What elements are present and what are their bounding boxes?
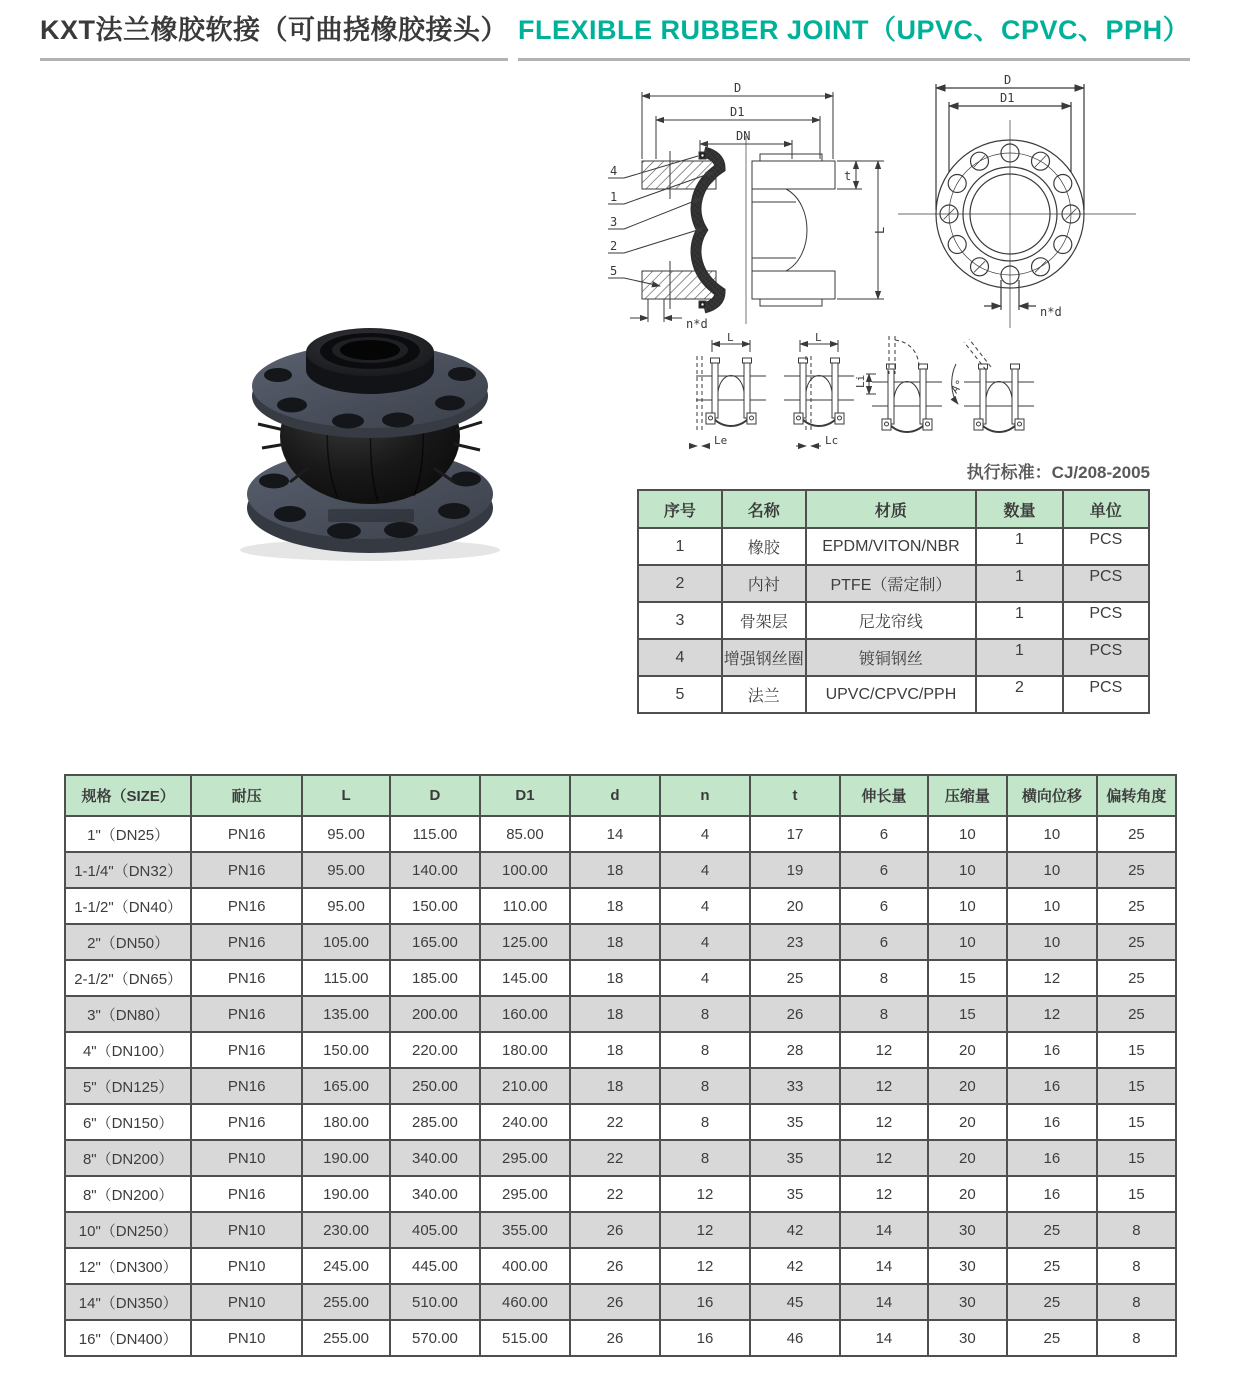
table-cell: 190.00 (302, 1140, 390, 1176)
table-cell: 25 (1007, 1212, 1097, 1248)
column-header: 压缩量 (928, 775, 1007, 816)
table-cell: 16 (1007, 1068, 1097, 1104)
parts-table (637, 489, 1150, 714)
table-cell: 45 (750, 1284, 840, 1320)
motion-label-Le: Le (714, 434, 728, 447)
table-cell: 20 (928, 1176, 1007, 1212)
table-row (638, 676, 1149, 713)
table-row (65, 1104, 1176, 1140)
table-cell: 165.00 (390, 924, 480, 960)
table-cell: 6"（DN150） (65, 1104, 191, 1140)
column-header: d (570, 775, 660, 816)
part-label-4: 4 (610, 164, 618, 178)
table-cell: 8 (840, 996, 928, 1032)
table-cell: PN16 (191, 1032, 302, 1068)
table-cell: 22 (570, 1176, 660, 1212)
table-cell: 510.00 (390, 1284, 480, 1320)
table-cell: 18 (570, 1068, 660, 1104)
spec-table (64, 774, 1177, 1357)
table-cell: 180.00 (480, 1032, 570, 1068)
motion-diagrams (688, 332, 1040, 462)
table-cell: 20 (928, 1140, 1007, 1176)
table-cell: 8 (1097, 1248, 1176, 1284)
column-header: 序号 (638, 490, 722, 528)
table-cell: 515.00 (480, 1320, 570, 1356)
motion-label-Li: Li (854, 374, 867, 388)
table-cell: 10 (928, 852, 1007, 888)
column-header: D1 (480, 775, 570, 816)
table-cell: 12 (1007, 996, 1097, 1032)
table-cell: 165.00 (302, 1068, 390, 1104)
table-cell: 25 (1097, 852, 1176, 888)
table-cell: 14 (840, 1320, 928, 1356)
page-title-english: FLEXIBLE RUBBER JOINT（UPVC、CPVC、PPH） (518, 8, 1190, 61)
table-cell: 1 (976, 602, 1062, 639)
table-cell: 12 (660, 1212, 750, 1248)
column-header: t (750, 775, 840, 816)
table-row (65, 996, 1176, 1032)
table-cell: 20 (928, 1068, 1007, 1104)
table-cell: PCS (1063, 676, 1149, 713)
table-cell: PCS (1063, 565, 1149, 602)
table-cell: 115.00 (390, 816, 480, 852)
table-cell: PN16 (191, 960, 302, 996)
table-cell: 14 (840, 1248, 928, 1284)
table-row (65, 816, 1176, 852)
dim-label-D1: D1 (730, 105, 745, 119)
table-cell: PN16 (191, 1068, 302, 1104)
table-cell: 10 (1007, 852, 1097, 888)
table-row (638, 639, 1149, 676)
table-cell: 25 (1007, 1284, 1097, 1320)
part-label-1: 1 (610, 190, 618, 204)
table-row (65, 888, 1176, 924)
table-cell: 6 (840, 888, 928, 924)
column-header: n (660, 775, 750, 816)
table-cell: EPDM/VITON/NBR (806, 528, 977, 565)
spec_table-header-row (65, 775, 1176, 816)
table-cell: 3"（DN80） (65, 996, 191, 1032)
column-header: 数量 (976, 490, 1062, 528)
table-cell: 110.00 (480, 888, 570, 924)
dim-label-t: t (844, 169, 852, 183)
table-cell: 5 (638, 676, 722, 713)
table-cell: PCS (1063, 528, 1149, 565)
table-cell: 25 (1097, 888, 1176, 924)
column-header: 规格（SIZE） (65, 775, 191, 816)
table-cell: 8 (660, 996, 750, 1032)
table-row (65, 1068, 1176, 1104)
table-cell: 26 (570, 1284, 660, 1320)
table-cell: 4 (660, 924, 750, 960)
table-cell: 1 (976, 565, 1062, 602)
table-cell: 18 (570, 1032, 660, 1068)
table-cell: 95.00 (302, 852, 390, 888)
table-cell: 445.00 (390, 1248, 480, 1284)
column-header: 材质 (806, 490, 977, 528)
table-cell: PN16 (191, 816, 302, 852)
table-cell: 245.00 (302, 1248, 390, 1284)
table-row (65, 960, 1176, 996)
table-cell: 28 (750, 1032, 840, 1068)
table-row (638, 565, 1149, 602)
part-label-3: 3 (610, 215, 618, 229)
table-cell: 33 (750, 1068, 840, 1104)
page-header (40, 8, 1200, 61)
cross-section-drawing (600, 76, 900, 336)
table-cell: 4 (660, 816, 750, 852)
column-header: 横向位移 (1007, 775, 1097, 816)
table-cell: 105.00 (302, 924, 390, 960)
table-cell: 15 (928, 960, 1007, 996)
table-cell: 6 (840, 924, 928, 960)
table-cell: 46 (750, 1320, 840, 1356)
table-cell: PN10 (191, 1248, 302, 1284)
table-cell: 4 (660, 888, 750, 924)
table-row (638, 528, 1149, 565)
part-label-5: 5 (610, 264, 618, 278)
table-cell: 8 (840, 960, 928, 996)
dim-label-D1: D1 (1000, 91, 1015, 105)
table-cell: 3 (638, 602, 722, 639)
table-cell: 15 (928, 996, 1007, 1032)
table-cell: 1-1/4"（DN32） (65, 852, 191, 888)
table-cell: 30 (928, 1248, 1007, 1284)
table-cell: 增强钢丝圈 (722, 639, 806, 676)
table-cell: PN10 (191, 1320, 302, 1356)
table-cell: 2"（DN50） (65, 924, 191, 960)
table-cell: 22 (570, 1104, 660, 1140)
table-cell: 1 (638, 528, 722, 565)
table-cell: 8 (1097, 1212, 1176, 1248)
table-cell: 25 (1097, 996, 1176, 1032)
table-cell: 22 (570, 1140, 660, 1176)
table-cell: PN10 (191, 1140, 302, 1176)
table-cell: 95.00 (302, 816, 390, 852)
table-cell: 185.00 (390, 960, 480, 996)
table-cell: 12 (840, 1032, 928, 1068)
table-cell: 8 (660, 1140, 750, 1176)
table-cell: 15 (1097, 1176, 1176, 1212)
table-cell: 16 (660, 1284, 750, 1320)
table-cell: 30 (928, 1284, 1007, 1320)
table-cell: 26 (750, 996, 840, 1032)
table-cell: 4"（DN100） (65, 1032, 191, 1068)
table-cell: 1 (976, 639, 1062, 676)
table-cell: 镀铜钢丝 (806, 639, 977, 676)
column-header: 偏转角度 (1097, 775, 1176, 816)
table-cell: 15 (1097, 1140, 1176, 1176)
table-cell: 17 (750, 816, 840, 852)
column-header: 耐压 (191, 775, 302, 816)
front-view-drawing (892, 72, 1188, 334)
table-cell: 10"（DN250） (65, 1212, 191, 1248)
table-cell: 骨架层 (722, 602, 806, 639)
table-cell: PN16 (191, 924, 302, 960)
table-row (65, 1248, 1176, 1284)
table-cell: 255.00 (302, 1320, 390, 1356)
table-cell: PTFE（需定制） (806, 565, 977, 602)
table-cell: 12 (660, 1248, 750, 1284)
dim-label-D: D (734, 81, 742, 95)
table-cell: 12 (1007, 960, 1097, 996)
table-cell: 12 (840, 1176, 928, 1212)
motion-label-Lc: Lc (825, 434, 839, 447)
table-cell: 180.00 (302, 1104, 390, 1140)
table-cell: 460.00 (480, 1284, 570, 1320)
table-cell: 340.00 (390, 1176, 480, 1212)
page-title-chinese: KXT法兰橡胶软接（可曲挠橡胶接头） (40, 8, 508, 61)
table-cell: 6 (840, 852, 928, 888)
table-cell: 230.00 (302, 1212, 390, 1248)
column-header: 名称 (722, 490, 806, 528)
table-cell: 355.00 (480, 1212, 570, 1248)
table-cell: 250.00 (390, 1068, 480, 1104)
motion-label-L2: L (815, 332, 822, 344)
table-row (65, 1032, 1176, 1068)
part-label-2: 2 (610, 239, 618, 253)
table-cell: 25 (1097, 924, 1176, 960)
table-row (638, 602, 1149, 639)
table-cell: 20 (928, 1104, 1007, 1140)
table-cell: 5"（DN125） (65, 1068, 191, 1104)
table-cell: 140.00 (390, 852, 480, 888)
table-cell: 19 (750, 852, 840, 888)
table-cell: 8 (1097, 1320, 1176, 1356)
table-cell: 95.00 (302, 888, 390, 924)
table-cell: 150.00 (390, 888, 480, 924)
column-header: 单位 (1063, 490, 1149, 528)
table-cell: 12"（DN300） (65, 1248, 191, 1284)
table-row (65, 1320, 1176, 1356)
table-cell: 23 (750, 924, 840, 960)
table-cell: 15 (1097, 1032, 1176, 1068)
table-cell: 220.00 (390, 1032, 480, 1068)
table-cell: 570.00 (390, 1320, 480, 1356)
table-cell: 10 (928, 924, 1007, 960)
parts_table-header-row (638, 490, 1149, 528)
table-cell: 尼龙帘线 (806, 602, 977, 639)
dim-label-nd: n*d (1040, 305, 1062, 319)
table-cell: 4 (660, 852, 750, 888)
table-cell: 14 (840, 1284, 928, 1320)
table-row (65, 924, 1176, 960)
table-cell: 405.00 (390, 1212, 480, 1248)
table-cell: 12 (660, 1176, 750, 1212)
table-cell: 20 (928, 1032, 1007, 1068)
table-cell: 25 (1007, 1248, 1097, 1284)
table-cell: 16 (660, 1320, 750, 1356)
table-cell: 橡胶 (722, 528, 806, 565)
table-cell: 1-1/2"（DN40） (65, 888, 191, 924)
table-cell: 16"（DN400） (65, 1320, 191, 1356)
motion-label-A: A° (948, 377, 967, 396)
table-row (65, 1284, 1176, 1320)
table-cell: 210.00 (480, 1068, 570, 1104)
column-header: L (302, 775, 390, 816)
table-cell: 8 (660, 1068, 750, 1104)
table-row (65, 1212, 1176, 1248)
table-row (65, 1176, 1176, 1212)
table-cell: 2-1/2"（DN65） (65, 960, 191, 996)
table-cell: 8"（DN200） (65, 1140, 191, 1176)
table-cell: 30 (928, 1320, 1007, 1356)
table-cell: 100.00 (480, 852, 570, 888)
dim-label-L: L (873, 226, 887, 234)
table-cell: 4 (660, 960, 750, 996)
table-cell: 240.00 (480, 1104, 570, 1140)
table-cell: 8 (1097, 1284, 1176, 1320)
table-cell: 160.00 (480, 996, 570, 1032)
table-cell: 8 (660, 1104, 750, 1140)
table-cell: 2 (638, 565, 722, 602)
table-cell: 18 (570, 996, 660, 1032)
table-cell: 4 (638, 639, 722, 676)
dim-label-DN: DN (736, 129, 751, 143)
table-cell: 295.00 (480, 1176, 570, 1212)
table-cell: 8 (660, 1032, 750, 1068)
table-cell: PCS (1063, 639, 1149, 676)
table-cell: 20 (750, 888, 840, 924)
table-cell: 10 (928, 816, 1007, 852)
table-cell: 190.00 (302, 1176, 390, 1212)
table-cell: PN16 (191, 1104, 302, 1140)
table-cell: 1 (976, 528, 1062, 565)
table-cell: 15 (1097, 1104, 1176, 1140)
table-cell: 10 (1007, 924, 1097, 960)
table-cell: 18 (570, 924, 660, 960)
table-cell: 2 (976, 676, 1062, 713)
table-cell: 12 (840, 1104, 928, 1140)
table-cell: 255.00 (302, 1284, 390, 1320)
table-cell: PN16 (191, 996, 302, 1032)
table-cell: 26 (570, 1248, 660, 1284)
table-cell: 340.00 (390, 1140, 480, 1176)
table-cell: 12 (840, 1068, 928, 1104)
table-cell: 42 (750, 1248, 840, 1284)
table-cell: 125.00 (480, 924, 570, 960)
motion-label-L1: L (727, 332, 734, 344)
table-cell: 内衬 (722, 565, 806, 602)
table-cell: 14 (840, 1212, 928, 1248)
table-cell: UPVC/CPVC/PPH (806, 676, 977, 713)
table-cell: 135.00 (302, 996, 390, 1032)
standard-note: 执行标准：CJ/208-2005 (966, 463, 1150, 482)
table-cell: 400.00 (480, 1248, 570, 1284)
table-cell: 10 (928, 888, 1007, 924)
table-cell: 42 (750, 1212, 840, 1248)
table-cell: 115.00 (302, 960, 390, 996)
table-cell: PN16 (191, 1176, 302, 1212)
table-cell: 26 (570, 1212, 660, 1248)
table-cell: 16 (1007, 1032, 1097, 1068)
table-cell: 法兰 (722, 676, 806, 713)
table-cell: 15 (1097, 1068, 1176, 1104)
table-cell: 18 (570, 888, 660, 924)
table-cell: 25 (750, 960, 840, 996)
table-cell: 35 (750, 1140, 840, 1176)
table-cell: PN10 (191, 1212, 302, 1248)
table-cell: 26 (570, 1320, 660, 1356)
table-cell: 30 (928, 1212, 1007, 1248)
table-cell: 14 (570, 816, 660, 852)
table-cell: 285.00 (390, 1104, 480, 1140)
table-row (65, 1140, 1176, 1176)
dim-label-nd: n*d (686, 317, 708, 331)
table-cell: 18 (570, 960, 660, 996)
column-header: 伸长量 (840, 775, 928, 816)
table-cell: 145.00 (480, 960, 570, 996)
table-cell: 14"（DN350） (65, 1284, 191, 1320)
table-row (65, 852, 1176, 888)
table-cell: PN16 (191, 852, 302, 888)
table-cell: 200.00 (390, 996, 480, 1032)
table-cell: 18 (570, 852, 660, 888)
table-cell: 25 (1097, 816, 1176, 852)
photo-rubber-collar (306, 328, 434, 394)
table-cell: 10 (1007, 888, 1097, 924)
table-cell: 1"（DN25） (65, 816, 191, 852)
dim-label-D: D (1004, 73, 1012, 87)
product-photo (228, 318, 518, 573)
table-cell: 150.00 (302, 1032, 390, 1068)
table-cell: 295.00 (480, 1140, 570, 1176)
column-header: D (390, 775, 480, 816)
table-cell: 85.00 (480, 816, 570, 852)
table-cell: 16 (1007, 1104, 1097, 1140)
table-cell: 16 (1007, 1176, 1097, 1212)
table-cell: 10 (1007, 816, 1097, 852)
table-cell: PN16 (191, 888, 302, 924)
table-cell: 16 (1007, 1140, 1097, 1176)
table-cell: 25 (1007, 1320, 1097, 1356)
table-cell: 6 (840, 816, 928, 852)
table-cell: PN10 (191, 1284, 302, 1320)
table-cell: 12 (840, 1140, 928, 1176)
table-cell: 25 (1097, 960, 1176, 996)
table-cell: 35 (750, 1176, 840, 1212)
table-cell: 8"（DN200） (65, 1176, 191, 1212)
table-cell: 35 (750, 1104, 840, 1140)
table-cell: PCS (1063, 602, 1149, 639)
